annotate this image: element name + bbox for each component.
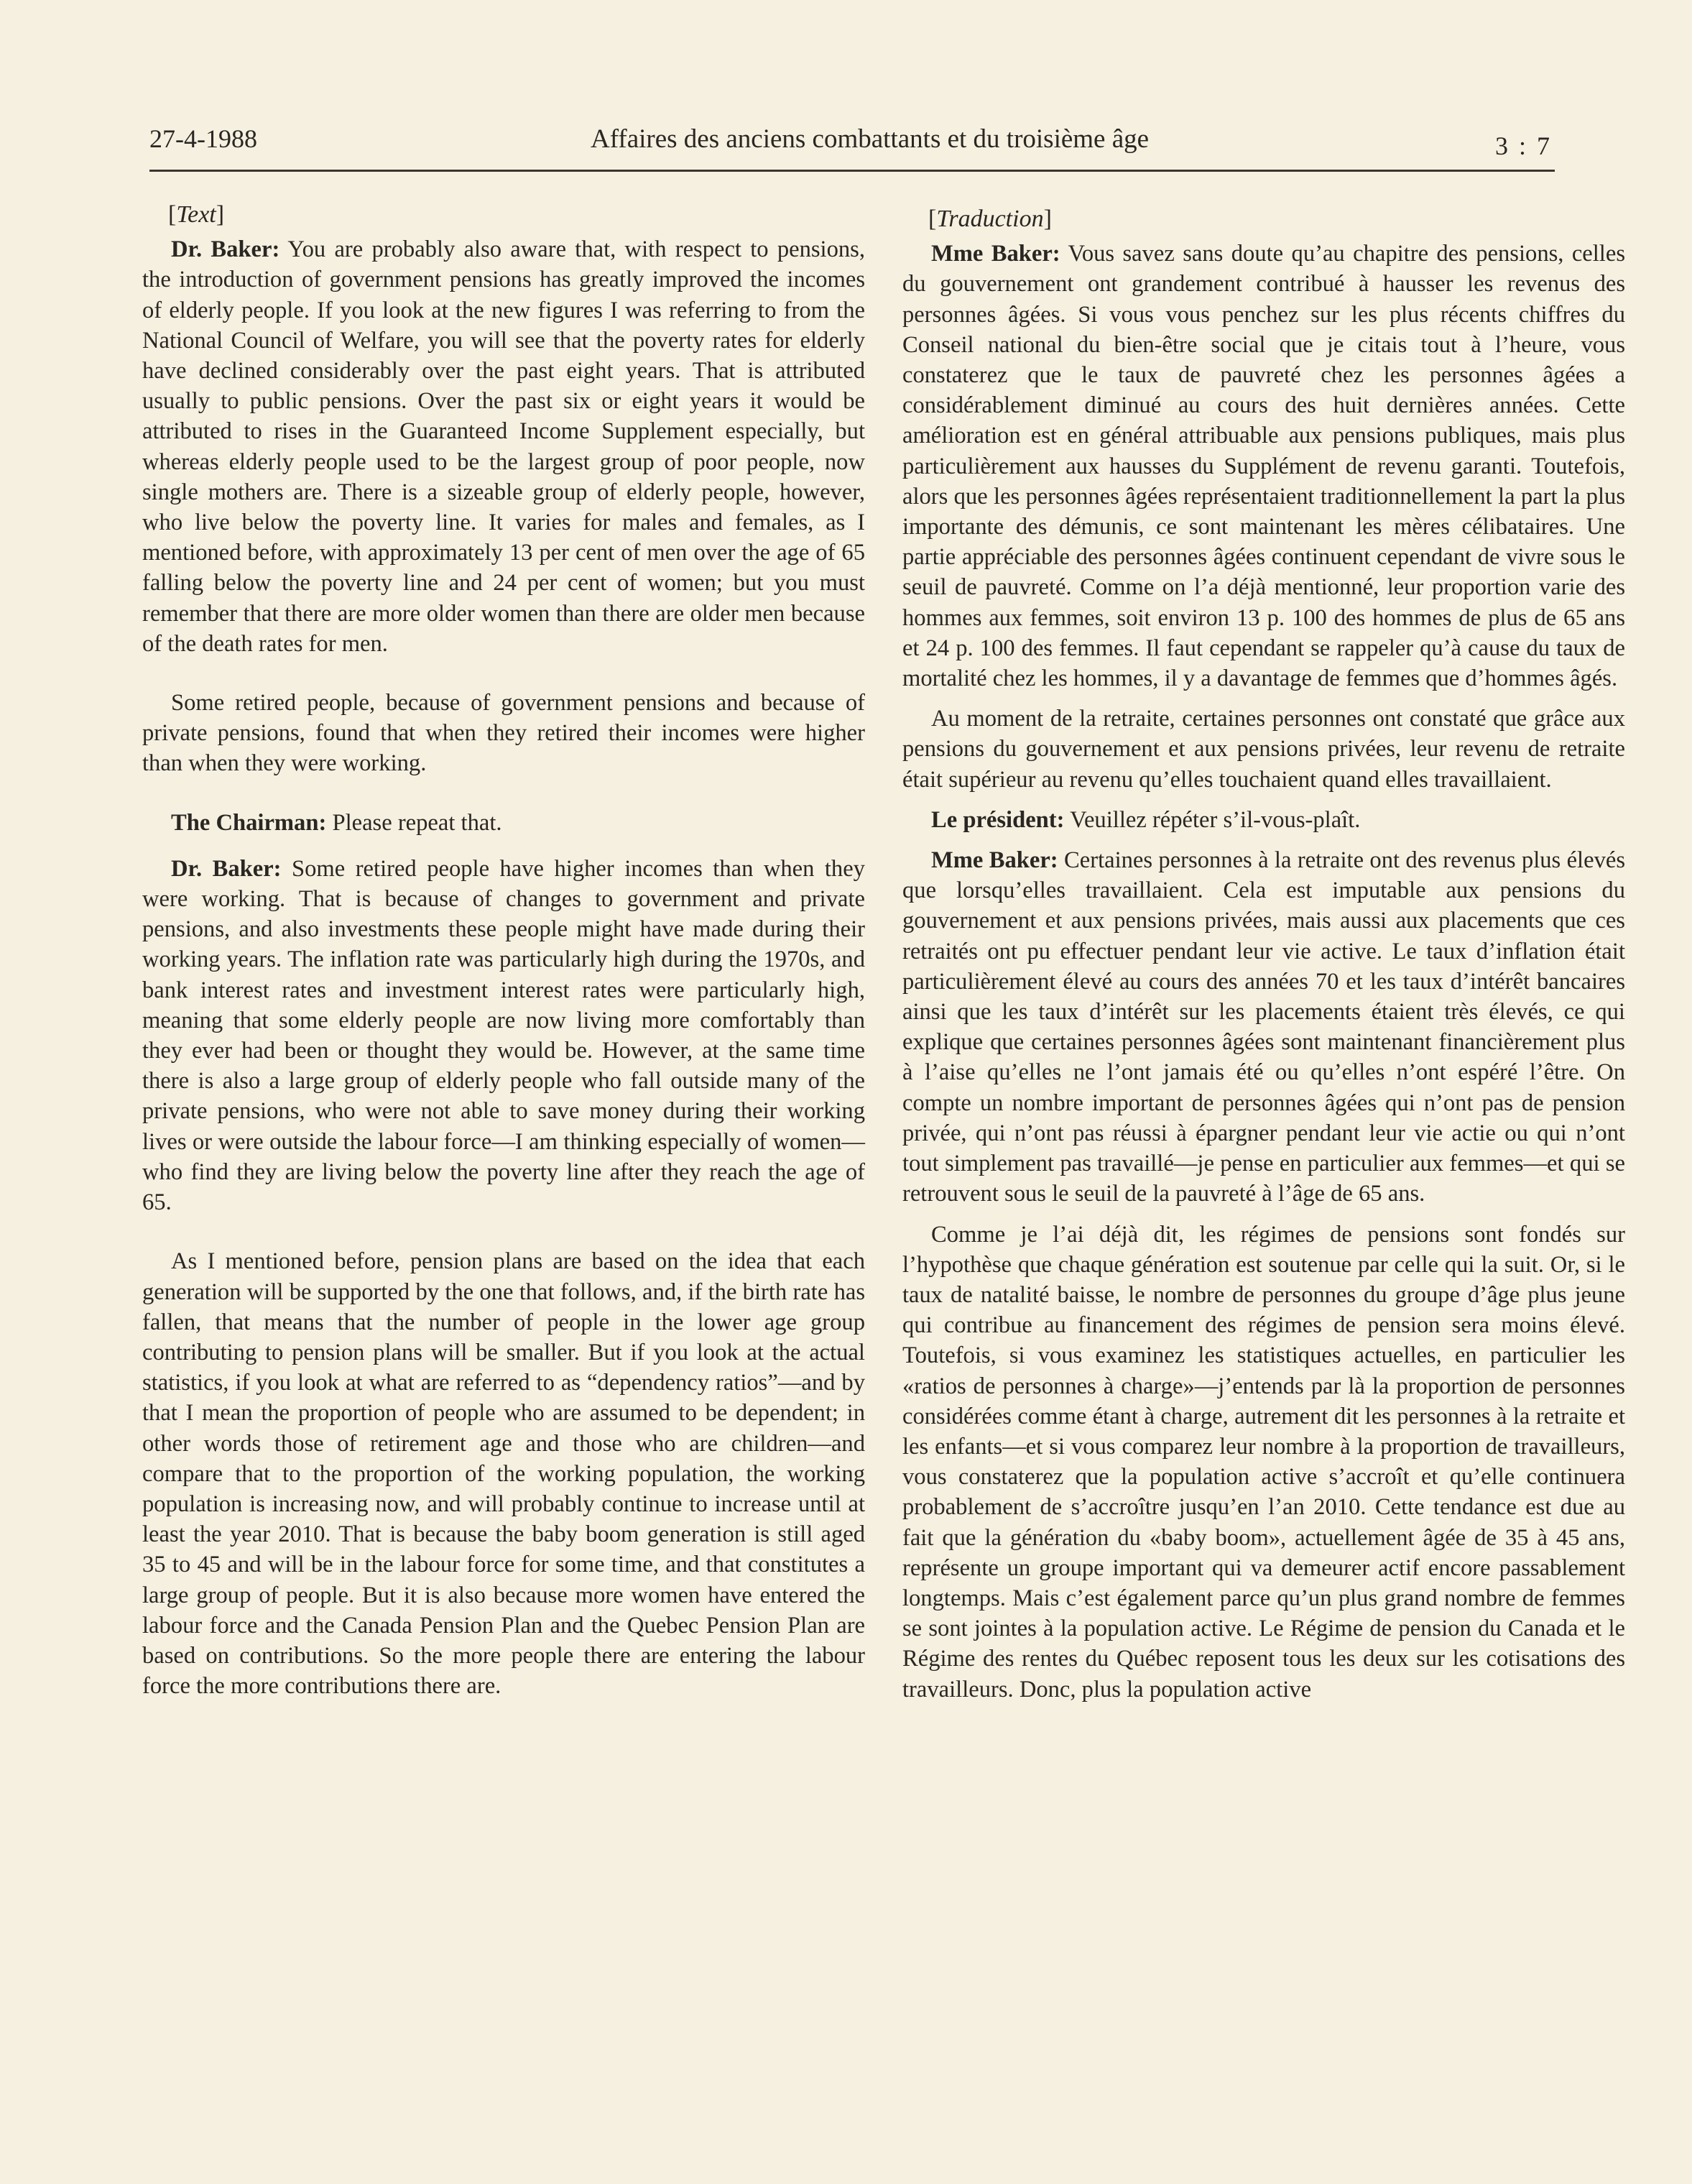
paragraph-text: Some retired people have higher incomes than when they were working. That is because of changes to government and private pensions, and also investments these people might have made during their working years. The inflation rate was particularly high during the 1970s, and bank interest rates and investment interest rates were particularly high, meaning that some elderly people are now living more comfortably than they ever had been or thought they would be. However, at the same time there is also a large group of elderly people who fall outside many of the private pensions, who were not able to save money during their working lives or were outside the labour force—I am thinking especially of women—who find they are living below the poverty line after they reach the age of 65. xyxy=(142,855,865,1216)
paragraph-text: Some retired people, because of government pensions and because of private pensions, found that when they retired their incomes were higher than when they were working. xyxy=(142,690,865,777)
speaker-name: Mme Baker: xyxy=(931,847,1058,874)
paragraph xyxy=(142,688,865,779)
english-column xyxy=(142,200,865,1701)
paragraph-text: Certaines personnes à la retraite ont des revenus plus élevés que lorsqu’elles travaillaient. Cela est imputable aux pensions du gouvernement et aux pensions privées, mais aussi aux placements que ces retraités ont pu effectuer pendant leur vie active. Le taux d’inflation était particulièrement élevé au cours des années 70 et les taux d’intérêt bancaires ainsi que les taux d’intérêt sur les placements étaient très élevés, ce qui explique que certaines personnes âgées sont maintenant financièrement plus à l’aise qu’elles ne l’ont jamais été ou qu’elles n’ont espéré l’être. On compte un nombre important de personnes âgées qui n’ont pas de pension privée, qui n’ont pas réussi à épargner pendant leur vie actie ou qui n’ont tout simplement pas travaillé—je pense en particulier aux femmes—et qui se retrouvent sous le seuil de la pauvreté à l’âge de 65 ans. xyxy=(902,847,1625,1207)
paragraph xyxy=(902,239,1625,694)
paragraph-text: Veuillez répéter s’il-vous-plaît. xyxy=(1070,806,1361,833)
french-column xyxy=(902,204,1625,1705)
speaker-name: Mme Baker: xyxy=(931,241,1060,267)
speaker-name: Dr. Baker: xyxy=(171,236,280,263)
paragraph-text: Please repeat that. xyxy=(332,809,502,836)
paragraph xyxy=(902,1220,1625,1705)
paragraph xyxy=(902,704,1625,795)
paragraph-text: As I mentioned before, pension plans are based on the idea that each generation will be supported by the one that follows, and, if the birth rate has fallen, that means that the number of people in the lower age group contributing to pension plans will be smaller. But if you look at the actual statistics, if you look at what are referred to as “dependency ratios”—and by that I mean the proportion of people who are assumed to be dependent; in other words those of retirement age and those who are children—and compare that to the proportion of the working population, the working population is increasing now, and will probably continue to increase until at least the year 2010. That is because the baby boom generation is still aged 35 to 45 and will be in the labour force for some time, and that constitutes a large group of people. But it is also because more women have entered the labour force and the Canada Pension Plan and the Quebec Pension Plan are based on contributions. So the more people there are entering the labour force the more contributions there are. xyxy=(142,1248,865,1700)
paragraph xyxy=(142,854,865,1217)
paragraph-text: You are probably also aware that, with respect to pensions, the introduction of government pensions has greatly improved the incomes of elderly people. If you look at the new figures I was referring to from the National Council of Welfare, you will see that the poverty rates for elderly have declined considerably over the past eight years. That is attributed usually to public pensions. Over the past six or eight years it would be attributed to rises in the Guaranteed Income Supplement especially, but whereas elderly people used to be the largest group of poor people, now single mothers are. There is a sizeable group of elderly people, however, who live below the poverty line. It varies for males and females, as I mentioned before, with approximately 13 per cent of men over the age of 65 falling below the poverty line and 24 per cent of women; but you must remember that there are more older women than there are older men because of the death rates for men. xyxy=(142,236,866,657)
paragraph xyxy=(902,805,1625,835)
header-date: 27-4-1988 xyxy=(149,124,257,153)
paragraph xyxy=(902,845,1625,1209)
speaker-name: Le président: xyxy=(931,806,1065,833)
paragraph-text: Au moment de la retraite, certaines personnes ont constaté que grâce aux pensions du gouvernement et aux pensions privées, leur revenu de retraite était supérieur au revenu qu’elles touchaient quand elles travaillaient. xyxy=(902,706,1625,793)
paragraph xyxy=(142,1246,865,1701)
header-title: Affaires des anciens combattants et du troisième âge xyxy=(591,124,1150,154)
section-label-text: [Text] xyxy=(168,201,225,228)
speaker-name: Dr. Baker: xyxy=(171,855,282,882)
running-header xyxy=(149,115,1555,172)
speaker-name: The Chairman: xyxy=(171,809,327,836)
paragraph-text: Vous savez sans doute qu’au chapitre des pensions, celles du gouvernement ont grandement contribué à hausser les revenus des personnes âgées. Si vous vous penchez sur les plus récents chiffres du Conseil national du bien-être social que je citais tout à l’heure, vous constaterez que le taux de pauvreté chez les personnes âgées a considérablement diminué au cours des huit dernières années. Cette amélioration est en général attribuable aux pensions publiques, mais plus particulièrement aux hausses du Supplément de revenu garanti. Toutefois, alors que les personnes âgées représentaient traditionnellement la part la plus importante des démunis, ce sont maintenant les mères célibataires. Une partie appréciable des personnes âgées continuent cependant de vivre sous le seuil de pauvreté. Comme on l’a déjà mentionné, leur proportion varie des hommes aux femmes, soit environ 13 p. 100 des hommes de plus de 65 ans et 24 p. 100 des femmes. Il faut cependant se rappeler qu’à cause du taux de mortalité chez les hommes, il y a davantage de femmes que d’hommes âgés. xyxy=(902,241,1625,692)
section-label-traduction: [Traduction] xyxy=(928,206,1052,232)
header-page-number: 3 : 7 xyxy=(1494,132,1552,160)
paragraph xyxy=(142,234,865,659)
paragraph-text: Comme je l’ai déjà dit, les régimes de pensions sont fondés sur l’hypothèse que chaque génération est soutenue par celle qui la suit. Or, si le taux de natalité baisse, le nombre de personnes du groupe d’âge plus jeune qui contribue au financement des régimes de pension sera moins élevé. Toutefois, si vous examinez les statistiques actuelles, en particulier les «ratios de personnes à charge»—j’entends par là la proportion de personnes considérées comme étant à charge, autrement dit les personnes à la retraite et les enfants—et si vous comparez leur nombre à la proportion de travailleurs, vous constaterez que la population active s’accroît et qu’elle continuera probablement de s’accroître jusqu’en l’an 2010. Cette tendance est due au fait que la génération du «baby boom», actuellement âgée de 35 à 45 ans, représente un groupe important qui va demeurer actif encore passablement longtemps. Mais c’est également parce qu’un plus grand nombre de femmes se sont jointes à la population active. Le Régime de pension du Canada et le Régime des rentes du Québec reposent tous les deux sur les cotisations des travailleurs. Donc, plus la population active xyxy=(902,1221,1625,1702)
paragraph xyxy=(142,808,865,838)
